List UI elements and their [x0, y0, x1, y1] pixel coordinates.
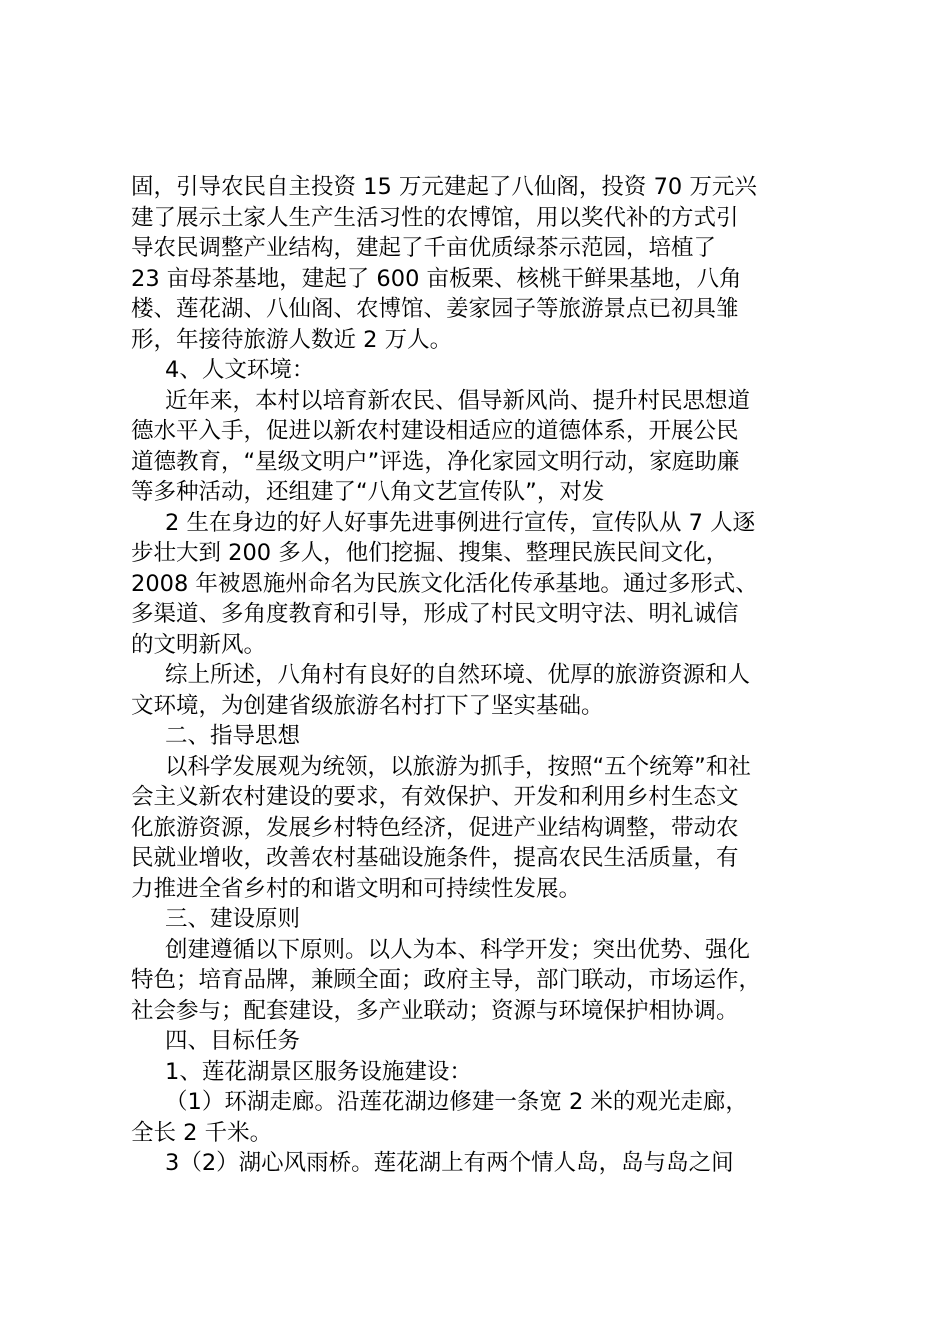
text-line: 固，引导农民自主投资 15 万元建起了八仙阁，投资 70 万元兴 — [131, 174, 757, 200]
text-line: 社会参与；配套建设，多产业联动；资源与环境保护相协调。 — [131, 997, 739, 1024]
text-line: 形，年接待旅游人数近 2 万人。 — [131, 326, 453, 353]
text-line: 楼、莲花湖、八仙阁、农博馆、姜家园子等旅游景点已初具雏 — [131, 296, 739, 322]
text-line: 2008 年被恩施州命名为民族文化活化传承基地。通过多形式、 — [131, 570, 758, 597]
text-line: 道德教育，“星级文明户”评选，净化家园文明行动，家庭助廉 — [131, 448, 740, 475]
text-line: 特色；培育品牌，兼顾全面；政府主导，部门联动，市场运作， — [131, 967, 762, 993]
text-line: 四、目标任务 — [165, 1028, 301, 1054]
text-line: 2 生在身边的好人好事先进事例进行宣传，宣传队从 7 人逐 — [165, 509, 756, 536]
text-line: 3（2）湖心风雨桥。莲花湖上有两个情人岛，岛与岛之间 — [165, 1150, 734, 1176]
text-line: 4、人文环境： — [165, 357, 315, 383]
text-line: 以科学发展观为统领，以旅游为抓手，按照“五个统筹”和社 — [165, 753, 751, 780]
text-line: 二、指导思想 — [165, 723, 301, 749]
text-line: 1、莲花湖景区服务设施建设： — [165, 1058, 472, 1085]
text-line: 文环境，为创建省级旅游名村打下了坚实基础。 — [131, 692, 604, 719]
text-line: 全长 2 千米。 — [131, 1119, 273, 1146]
text-line: 等多种活动，还组建了“八角文艺宣传队”，对发 — [131, 479, 605, 505]
text-line: 建了展示土家人生产生活习性的农博馆，用以奖代补的方式引 — [131, 204, 739, 231]
text-line: 三、建设原则 — [165, 906, 301, 932]
text-line: 导农民调整产业结构，建起了千亩优质绿茶示范园，培植了 — [131, 235, 717, 261]
text-line: （1）环湖走廊。沿莲花湖边修建一条宽 2 米的观光走廊， — [165, 1089, 748, 1115]
text-line: 多渠道、多角度教育和引导，形成了村民文明守法、明礼诚信 — [131, 601, 739, 627]
text-line: 创建遵循以下原则。以人为本、科学开发；突出优势、强化 — [165, 936, 751, 963]
document-body — [131, 172, 831, 1179]
text-line: 综上所述，八角村有良好的自然环境、优厚的旅游资源和人 — [165, 662, 751, 688]
text-line: 的文明新风。 — [131, 631, 267, 658]
text-line: 会主义新农村建设的要求，有效保护、开发和利用乡村生态文 — [131, 784, 739, 810]
text-line: 近年来，本村以培育新农民、倡导新风尚、提升村民思想道 — [165, 387, 751, 414]
text-line: 德水平入手，促进以新农村建设相适应的道德体系，开展公民 — [131, 418, 739, 444]
text-line: 民就业增收，改善农村基础设施条件，提高农民生活质量，有 — [131, 845, 739, 871]
text-line: 力推进全省乡村的和谐文明和可持续性发展。 — [131, 875, 582, 902]
text-line: 步壮大到 200 多人，他们挖掘、搜集、整理民族民间文化， — [131, 540, 729, 566]
text-line: 化旅游资源，发展乡村特色经济，促进产业结构调整，带动农 — [131, 814, 739, 841]
text-line: 23 亩母茶基地，建起了 600 亩板栗、核桃干鲜果基地，八角 — [131, 265, 742, 292]
